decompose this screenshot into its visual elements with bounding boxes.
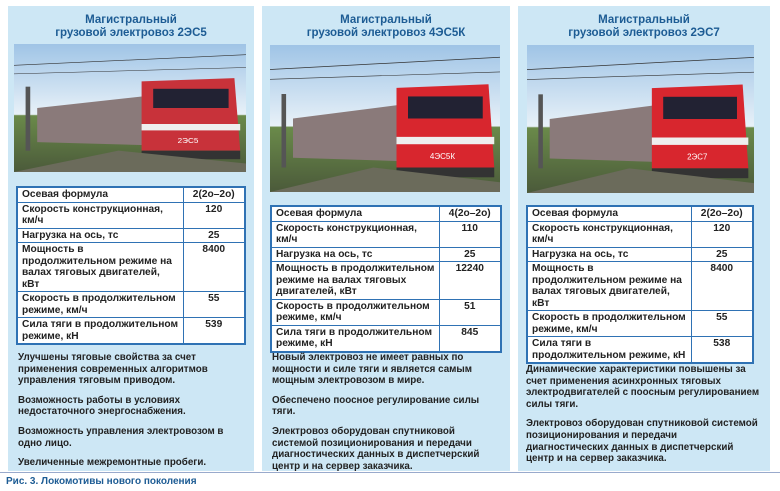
table-row [527, 221, 753, 247]
spec-label: Сила тяги в продолжительном режиме, кН [527, 337, 691, 364]
spec-value: 12240 [439, 262, 501, 300]
feature-item: Возможность работы в условиях недостаточного энергоснабжения. [18, 394, 186, 418]
locomotive-panel-2 [262, 6, 510, 471]
panel-title: Магистральный грузовой электровоз 2ЭС7 [568, 14, 720, 39]
table-row [17, 228, 245, 243]
table-row [527, 206, 753, 221]
spec-label: Скорость конструкционная, км/ч [17, 202, 183, 228]
spec-value: 4(2о–2о) [439, 206, 501, 221]
table-row [17, 202, 245, 228]
specs-table [270, 205, 502, 353]
feature-item: Электровоз оборудован спутниковой системой позиционирования и передачи диагностических данных в диспетчерский центр и на сервер заказчика. [272, 425, 480, 472]
feature-item: Новый электровоз не имеет равных по мощности и силе тяги и является самым мощным электровозом в мире. [272, 352, 472, 387]
features-list [18, 352, 246, 477]
svg-text:2ЭС7: 2ЭС7 [687, 151, 708, 162]
spec-value: 120 [691, 221, 753, 247]
feature-item: Увеличенные межремонтные пробеги. [18, 457, 207, 469]
spec-value: 845 [439, 325, 501, 352]
table-row [271, 206, 501, 221]
spec-value: 110 [439, 221, 501, 247]
spec-label: Мощность в продолжительном режиме на валах тяговых двигателей, кВт [527, 262, 691, 311]
specs-table [16, 186, 246, 345]
figure-caption: Рис. 3. Локомотивы нового поколения [6, 476, 197, 487]
table-row [527, 247, 753, 262]
spec-label: Осевая формула [527, 206, 691, 221]
feature-item: Динамические характеристики повышены за счет применения асинхронных тяговых электродвигателей с поосным регулированием силы тяги. [526, 364, 760, 410]
table-row [271, 221, 501, 247]
features-list [526, 364, 760, 473]
spec-label: Сила тяги в продолжительном режиме, кН [17, 318, 183, 345]
spec-label: Скорость конструкционная, км/ч [271, 221, 439, 247]
features-list [272, 352, 502, 480]
spec-label: Скорость в продолжительном режиме, км/ч [271, 299, 439, 325]
locomotive-photo [270, 45, 500, 192]
svg-text:4ЭС5К: 4ЭС5К [429, 150, 456, 161]
spec-value: 25 [439, 247, 501, 262]
locomotive-panel-3 [518, 6, 770, 471]
spec-label: Нагрузка на ось, тс [271, 247, 439, 262]
table-row [271, 299, 501, 325]
spec-label: Осевая формула [271, 206, 439, 221]
table-row [271, 247, 501, 262]
table-row [17, 318, 245, 345]
spec-value: 2(2о–2о) [183, 187, 245, 202]
divider [0, 472, 780, 473]
table-row [527, 337, 753, 364]
spec-label: Скорость конструкционная, км/ч [527, 221, 691, 247]
spec-value: 8400 [691, 262, 753, 311]
spec-label: Нагрузка на ось, тс [527, 247, 691, 262]
spec-value: 55 [183, 292, 245, 318]
table-row [527, 311, 753, 337]
table-row [271, 262, 501, 300]
feature-item: Обеспечено поосное регулирование силы тяги. [272, 394, 480, 418]
table-row [527, 262, 753, 311]
locomotive-panel-1 [8, 6, 254, 471]
spec-label: Сила тяги в продолжительном режиме, кН [271, 325, 439, 352]
spec-label: Осевая формула [17, 187, 183, 202]
spec-label: Мощность в продолжительном режиме на валах тяговых двигателей, кВт [17, 243, 183, 292]
feature-item: Улучшены тяговые свойства за счет применения современных алгоритмов управления тяговым приводом. [18, 352, 208, 387]
panel-title: Магистральный грузовой электровоз 2ЭС5 [55, 14, 207, 39]
spec-value: 25 [691, 247, 753, 262]
spec-value: 539 [183, 318, 245, 345]
spec-value: 538 [691, 337, 753, 364]
spec-label: Скорость в продолжительном режиме, км/ч [17, 292, 183, 318]
locomotive-photo [14, 44, 246, 172]
spec-value: 8400 [183, 243, 245, 292]
panel-title: Магистральный грузовой электровоз 4ЭС5К [306, 14, 466, 39]
spec-label: Нагрузка на ось, тс [17, 228, 183, 243]
spec-value: 2(2о–2о) [691, 206, 753, 221]
feature-item: Электровоз оборудован спутниковой системой позиционирования и передачи диагностических данных в диспетчерский центр и на сервер заказчика. [526, 418, 758, 465]
spec-label: Мощность в продолжительном режиме на валах тяговых двигателей, кВт [271, 262, 439, 300]
spec-value: 120 [183, 202, 245, 228]
feature-item: Возможность управления электровозом в одно лицо. [18, 425, 224, 449]
spec-value: 55 [691, 311, 753, 337]
spec-label: Скорость в продолжительном режиме, км/ч [527, 311, 691, 337]
specs-table [526, 205, 754, 364]
spec-value: 25 [183, 228, 245, 243]
table-row [271, 325, 501, 352]
table-row [17, 292, 245, 318]
spec-value: 51 [439, 299, 501, 325]
table-row [17, 187, 245, 202]
svg-text:2ЭС5: 2ЭС5 [177, 136, 199, 146]
locomotive-photo [527, 45, 754, 193]
table-row [17, 243, 245, 292]
